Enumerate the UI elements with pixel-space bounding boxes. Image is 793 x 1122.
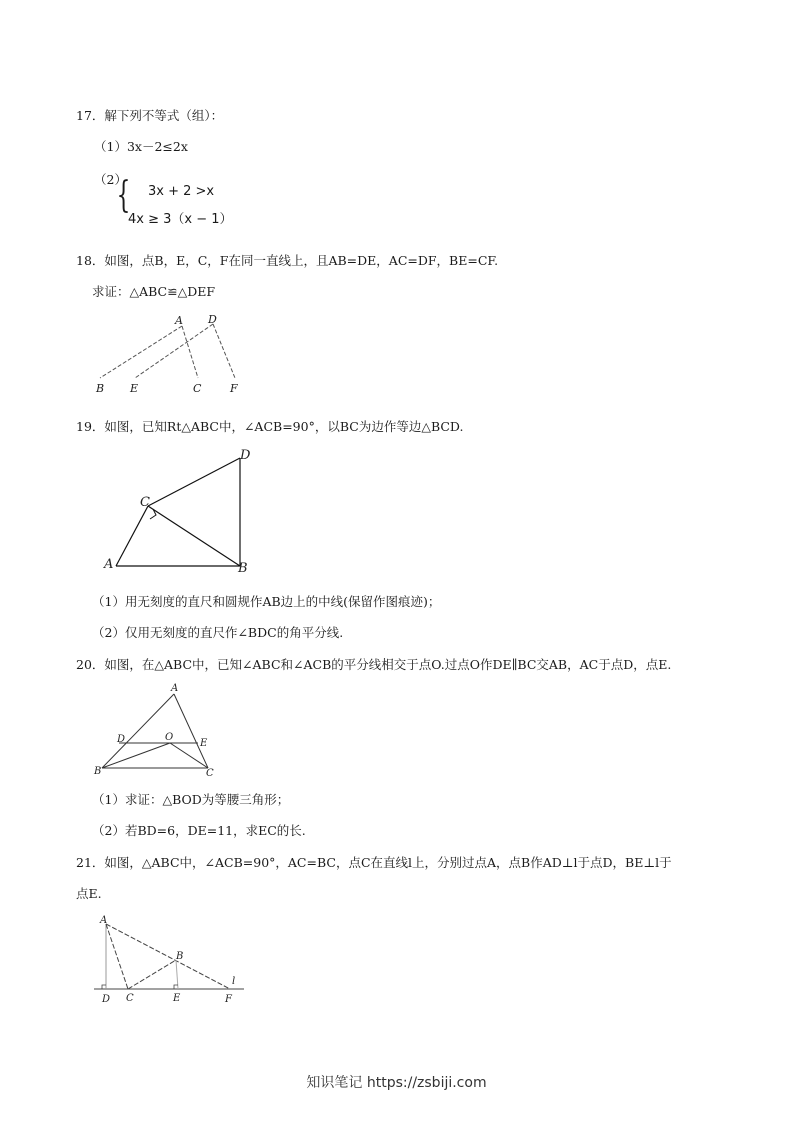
q18-label-E: E: [130, 382, 139, 395]
q19-text: 19．如图，已知Rt△ABC中，∠ACB=90°，以BC为边作等边△BCD.: [76, 419, 464, 434]
q19-figure: [100, 446, 260, 576]
footer-watermark: 知识笔记 https://zsbiji.com: [306, 1075, 487, 1091]
q21-label-E: E: [173, 993, 181, 1004]
q20-label-C: C: [206, 768, 214, 779]
q20-label-D: D: [117, 734, 126, 745]
q17-system-brace: {: [116, 175, 131, 216]
q20-label-E: E: [200, 738, 208, 749]
q21-text-line2: 点E.: [76, 886, 102, 901]
q17-part2-label: （2）: [94, 172, 127, 187]
q21-label-C: C: [126, 993, 134, 1004]
q20-figure: [92, 680, 222, 780]
q20-label-B: B: [94, 766, 102, 777]
q19-part1: （1）用无刻度的直尺和圆规作AB边上的中线(保留作图痕迹)；: [92, 594, 441, 609]
q21-label-B: B: [176, 951, 184, 962]
q19-label-D: D: [240, 448, 251, 463]
q18-text: 18．如图，点B，E，C，F在同一直线上，且AB=DE，AC=DF，BE=CF.: [76, 253, 499, 268]
q20-label-A: A: [171, 683, 179, 694]
q21-label-A: A: [100, 915, 108, 926]
q18-label-A: A: [175, 314, 183, 327]
q21-label-D: D: [102, 994, 111, 1005]
q18-label-D: D: [208, 313, 217, 326]
q20-label-O: O: [165, 732, 174, 743]
q21-label-F: F: [225, 994, 232, 1005]
q19-label-A: A: [104, 557, 114, 572]
q18-figure: [90, 312, 250, 398]
q20-part1: （1）求证：△BOD为等腰三角形；: [92, 792, 290, 807]
q17-inequality-1: 3x + 2 >x: [148, 184, 215, 199]
q18-prove: 求证：△ABC≌△DEF: [92, 284, 216, 299]
q17-title: 17．解下列不等式（组）：: [76, 108, 224, 123]
q18-label-C: C: [193, 382, 202, 395]
q20-text: 20．如图，在△ABC中，已知∠ABC和∠ACB的平分线相交于点O.过点O作DE∥BC交AB，AC于点D，点E.: [76, 657, 672, 672]
q21-figure: [94, 912, 254, 1008]
q19-label-C: C: [140, 495, 150, 510]
q20-part2: （2）若BD=6，DE=11，求EC的长.: [92, 823, 306, 838]
q19-part2: （2）仅用无刻度的直尺作∠BDC的角平分线.: [92, 625, 344, 640]
q21-text-line1: 21．如图，△ABC中，∠ACB=90°，AC=BC，点C在直线l上，分别过点A，点B作AD⊥l于点D，BE⊥l于: [76, 855, 672, 870]
q18-label-B: B: [96, 382, 105, 395]
q19-label-B: B: [238, 561, 248, 576]
q17-part1: （1）3x－2≤2x: [94, 139, 188, 154]
q18-label-F: F: [230, 382, 238, 395]
q21-label-l: l: [232, 976, 236, 987]
q17-inequality-2: 4x ≥ 3（x − 1）: [128, 212, 233, 227]
